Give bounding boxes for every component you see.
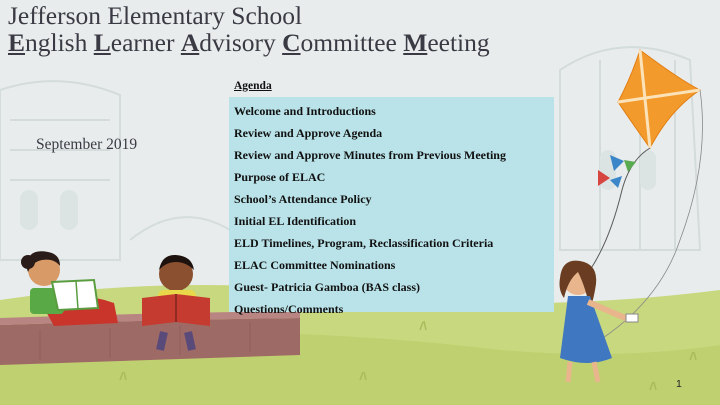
agenda-item: Questions/Comments [234,302,344,316]
title-line-1: Jefferson Elementary School [8,1,303,30]
agenda-item: Purpose of ELAC [234,170,326,184]
title-word: nglish [25,28,94,57]
agenda-box [229,97,554,316]
agenda-item: Welcome and Introductions [234,104,376,118]
slide-title [8,2,490,56]
reading-boy [138,252,218,352]
agenda-item: School’s Attendance Policy [234,192,372,206]
agenda-item: Guest- Patricia Gamboa (BAS class) [234,280,420,294]
title-initial: L [93,28,111,57]
title-word: eeting [427,28,490,57]
title-initial: C [282,28,301,57]
title-word: ommittee [300,28,404,57]
title-initial: M [403,28,428,57]
page-number: 1 [676,378,682,390]
title-initial: E [8,28,26,57]
title-line-2 [8,28,490,57]
reading-girl [14,248,124,328]
agenda-item: Review and Approve Minutes from Previous Meeting [234,148,506,162]
agenda-item: Initial EL Identification [234,214,357,228]
title-word: earner [110,28,181,57]
meeting-date: September 2019 [36,136,138,153]
agenda-list [234,100,506,320]
agenda-item: Review and Approve Agenda [234,126,383,140]
agenda-item: ELD Timelines, Program, Reclassification Criteria [234,236,494,250]
agenda-item: ELAC Committee Nominations [234,258,396,272]
girl-with-kite [540,258,650,388]
title-initial: A [180,28,200,57]
title-word: dvisory [199,28,283,57]
agenda-heading: Agenda [234,80,272,92]
